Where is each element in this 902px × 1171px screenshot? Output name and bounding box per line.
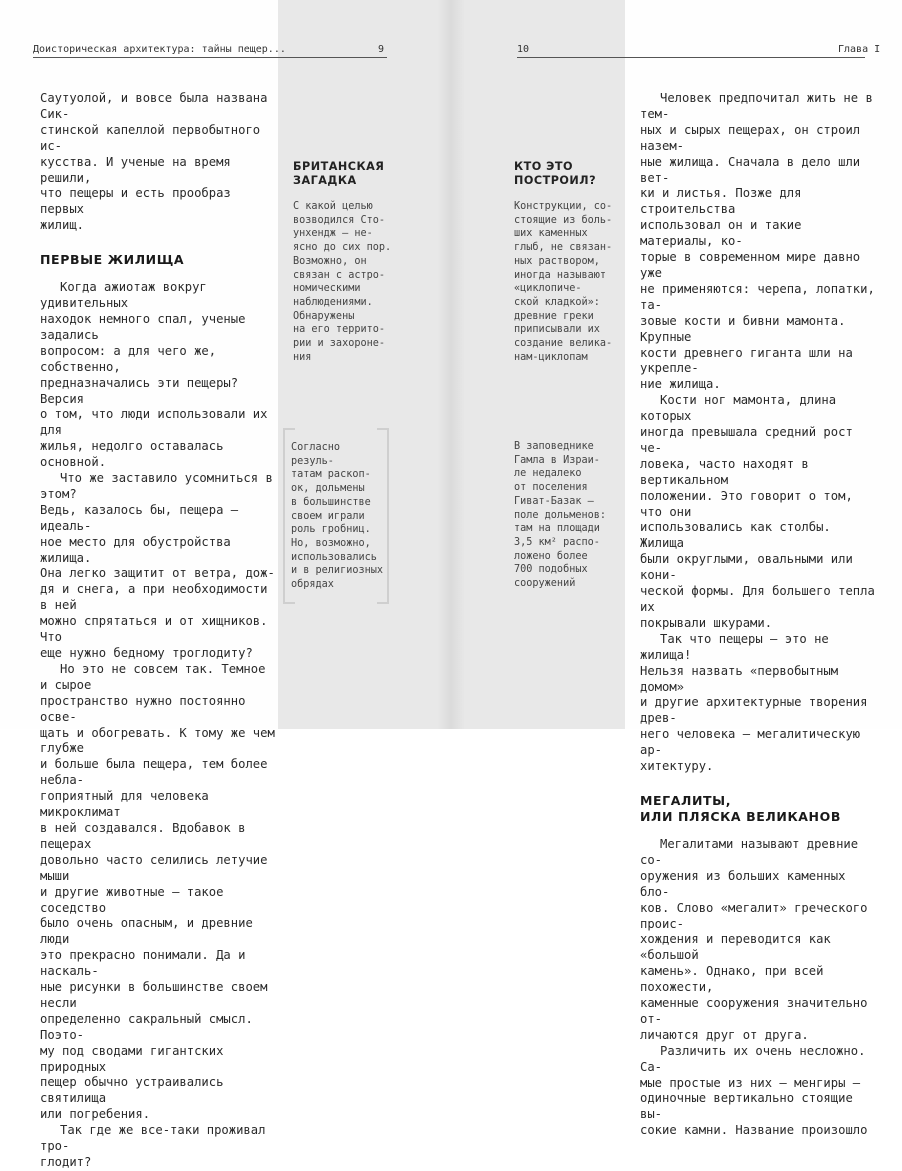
fact-text [514, 440, 622, 591]
title-line: БРИТАНСКАЯ [293, 160, 385, 173]
right-main-column [640, 91, 880, 1139]
right-page [451, 0, 902, 1138]
text-line: пространство нужно постоянно осве- [40, 693, 246, 724]
text-line: предназначались эти пещеры? Версия [40, 375, 239, 406]
left-gutter-shadow [437, 0, 451, 729]
caption-text [291, 441, 386, 592]
paragraph [640, 393, 880, 632]
right-gutter-shadow [451, 0, 465, 729]
text-line: ное место для обустройства жилища. [40, 534, 231, 565]
text-line: использовались [291, 551, 377, 563]
text-line: иногда превышала средний рост че- [640, 425, 853, 455]
text-line: дя и снега, а при необходимости в ней [40, 582, 268, 613]
text-line: татам раскоп- [291, 469, 371, 481]
text-line: что пещеры и есть прообраз первых [40, 186, 231, 217]
text-line: приписывали их [514, 324, 600, 336]
text-line: Человек предпочитал жить не в тем- [640, 91, 873, 121]
text-line: 700 подобных [514, 564, 588, 576]
text-line: Нельзя назвать «первобытным домом» [640, 663, 839, 694]
paragraph [40, 1123, 275, 1171]
paragraph [640, 632, 880, 775]
text-line: глодит? [40, 1155, 92, 1169]
text-line: ской кладкой»: [514, 296, 600, 308]
text-line: ные рисунки в большинстве своем несли [40, 980, 268, 1010]
paragraph [40, 280, 275, 471]
text-line: ших каменных [514, 228, 588, 240]
text-line: Так что пещеры — это не жилища! [640, 631, 829, 662]
text-line: 3,5 км² распо- [514, 536, 600, 548]
sidebar-text [293, 200, 443, 364]
text-line: Но, возможно, [291, 537, 371, 549]
text-line: Возможно, он [293, 255, 367, 267]
text-line: наблюдениями. [293, 296, 373, 308]
text-line: унхендж — не- [293, 228, 373, 240]
text-line: использовались как столбы. Жилища [640, 520, 831, 551]
bracketed-caption [291, 441, 386, 592]
sidebar-text [514, 200, 622, 364]
text-line: жилья, недолго оставалась основной. [40, 439, 224, 470]
text-line: зовые кости и бивни мамонта. Крупные [640, 313, 846, 344]
title-line: ЗАГАДКА [293, 174, 357, 187]
section-heading: ПЕРВЫЕ ЖИЛИЩА [40, 252, 185, 268]
paragraph [40, 662, 275, 1123]
text-line: «циклопиче- [514, 283, 582, 295]
text-line: Кости ног мамонта, длина которых [640, 393, 837, 424]
text-line: возводился Сто- [293, 214, 386, 226]
text-line: стоящие из боль- [514, 214, 613, 226]
sidebar-title [293, 160, 443, 188]
text-line: ков. Слово «мегалит» греческого проис- [640, 900, 868, 931]
text-line: Саутуолой, и вовсе была названа Сик- [40, 91, 268, 121]
right-running-head: Глава I [838, 44, 881, 55]
text-line: ных и сырых пещерах, он строил назем- [640, 122, 861, 153]
text-line: гоприятный для человека микроклимат [40, 789, 209, 820]
left-running-head: Доисторическая архитектура: тайны пещер... [33, 44, 286, 55]
text-line: Так где же все-таки проживал тро- [40, 1123, 266, 1154]
text-line: Гиват-Базак — [514, 495, 594, 507]
text-line: и в религиозных [291, 565, 384, 577]
text-line: положении. Это говорит о том, что они [640, 488, 853, 519]
text-line: использовал он и такие материалы, ко- [640, 218, 802, 249]
text-line: ок, дольмены [291, 483, 365, 495]
text-line: обрядах [291, 579, 334, 591]
text-line: нам-циклопам [514, 351, 588, 363]
text-line: еще нужно бедному троглодиту? [40, 646, 253, 660]
text-line: личаются друг от друга. [640, 1027, 809, 1042]
text-line: и больше была пещера, тем более небла- [40, 757, 268, 788]
text-line: рии и захороне- [293, 338, 386, 350]
text-line: можно спрятаться и от хищников. Что [40, 614, 268, 645]
text-line: определенно сакральный смысл. Поэто- [40, 1011, 253, 1042]
text-line: ние жилища. [640, 377, 721, 392]
text-line: не применяются: черепа, лопатки, та- [640, 281, 875, 312]
text-line: ния [293, 351, 312, 363]
text-line: камень». Однако, при всей похожести, [640, 964, 824, 995]
text-line: на его террито- [293, 324, 386, 336]
text-line: в большинстве [291, 496, 371, 508]
text-line: му под сводами гигантских природных [40, 1043, 224, 1074]
text-line: были округлыми, овальными или кони- [640, 552, 853, 583]
text-line: Согласно резуль- [291, 442, 341, 467]
text-line: Что же заставило усомниться в этом? [40, 471, 273, 501]
text-line: ложено более [514, 550, 588, 562]
text-line: довольно часто селились летучие мыши [40, 852, 268, 883]
text-line: пещер обычно устраивались святилища [40, 1075, 224, 1106]
text-line: своем играли [291, 510, 365, 522]
right-sidebar-note [514, 160, 622, 364]
text-line: номическими [293, 283, 361, 295]
text-line: и другие архитектурные творения древ- [640, 695, 868, 726]
text-line: Но это не совсем так. Темное и сырое [40, 661, 266, 692]
text-line: ных раствором, [514, 255, 600, 267]
text-line: там на площади [514, 523, 600, 535]
intro-paragraph [40, 91, 275, 234]
right-sidebar-background [451, 0, 625, 729]
sidebar-title [514, 160, 622, 188]
text-line: Ведь, казалось бы, пещера — идеаль- [40, 502, 239, 533]
text-line: жилищ. [40, 218, 85, 233]
text-line: кости древнего гиганта шли на укрепле- [640, 345, 853, 376]
text-line: Различить их очень несложно. Са- [640, 1043, 866, 1074]
text-line: это прекрасно понимали. Да и наскаль- [40, 948, 246, 979]
paragraph [640, 91, 880, 393]
text-line: ческой формы. Для большего тепла их [640, 584, 875, 614]
heading-line: ИЛИ ПЛЯСКА ВЕЛИКАНОВ [640, 808, 841, 824]
text-line: покрывали шкурами. [640, 615, 773, 630]
text-line: ясно до сих пор. [293, 242, 392, 254]
text-line: иногда называют [514, 269, 607, 281]
heading-line: МЕГАЛИТЫ, [640, 792, 732, 808]
text-line: и другие животные — такое соседство [40, 884, 224, 915]
left-sidebar-background [278, 0, 451, 729]
text-line: торые в современном мире давно уже [640, 250, 861, 280]
text-line: глыб, не связан- [514, 242, 613, 254]
text-line: роль гробниц. [291, 524, 371, 536]
left-header-rule [33, 57, 387, 58]
text-line: него человека — мегалитическую ар- [640, 727, 861, 758]
text-line: сооружений [514, 578, 576, 590]
text-line: Когда ажиотаж вокруг удивительных [40, 280, 207, 311]
paragraph [40, 471, 275, 662]
right-header-rule [517, 57, 865, 58]
text-line: кусства. И ученые на время решили, [40, 154, 231, 185]
text-line: ловека, часто находят в вертикальном [640, 456, 809, 487]
text-line: Обнаружены [293, 310, 355, 322]
title-line: КТО ЭТО [514, 160, 574, 173]
text-line: вопросом: а для чего же, собственно, [40, 343, 217, 374]
text-line: Конструкции, со- [514, 201, 613, 212]
text-line: поле дольменов: [514, 509, 607, 521]
text-line: о том, что люди использовали их для [40, 407, 268, 438]
text-line: или погребения. [40, 1107, 151, 1122]
text-line: Гамла в Израи- [514, 454, 600, 466]
text-line: ки и листья. Позже для строительства [640, 186, 802, 217]
left-page [0, 0, 451, 1169]
paragraph [640, 1044, 880, 1139]
text-line: С какой целью [293, 201, 373, 212]
right-page-number: 10 [517, 44, 530, 55]
text-line: Она легко защитит от ветра, дож- [40, 566, 275, 581]
text-line: стинской капеллой первобытного ис- [40, 122, 261, 153]
text-line: сокие камни. Название произошло [640, 1123, 868, 1138]
text-line: хитектуру. [640, 759, 714, 774]
left-page-number: 9 [378, 44, 385, 55]
paragraph [640, 837, 880, 1044]
section-heading [640, 793, 880, 825]
text-line: находок немного спал, ученые задались [40, 311, 246, 342]
text-line: каменные сооружения значительно от- [640, 996, 868, 1026]
text-line: оружения из больших каменных бло- [640, 868, 846, 899]
text-line: было очень опасным, и древние люди [40, 916, 253, 947]
text-line: создание велика- [514, 338, 613, 350]
title-line: ПОСТРОИЛ? [514, 174, 597, 187]
left-sidebar-note [293, 160, 443, 364]
text-line: В заповеднике [514, 441, 594, 452]
text-line: в ней создавался. Вдобавок в пещерах [40, 820, 246, 851]
text-line: хождения и переводится как «большой [640, 932, 831, 963]
text-line: ные жилища. Сначала в дело шли вет- [640, 154, 861, 185]
text-line: Мегалитами называют древние со- [640, 836, 859, 867]
text-line: от поселения [514, 482, 588, 494]
text-line: щать и обогревать. К тому же чем глубже [40, 725, 275, 756]
text-line: мые простые из них — менгиры — [640, 1075, 861, 1090]
left-main-column [40, 91, 275, 1171]
text-line: одиночные вертикально стоящие вы- [640, 1091, 853, 1122]
text-line: древние греки [514, 310, 594, 322]
right-sidebar-fact [514, 440, 622, 591]
text-line: ле недалеко [514, 468, 582, 480]
text-line: связан с астро- [293, 269, 386, 281]
